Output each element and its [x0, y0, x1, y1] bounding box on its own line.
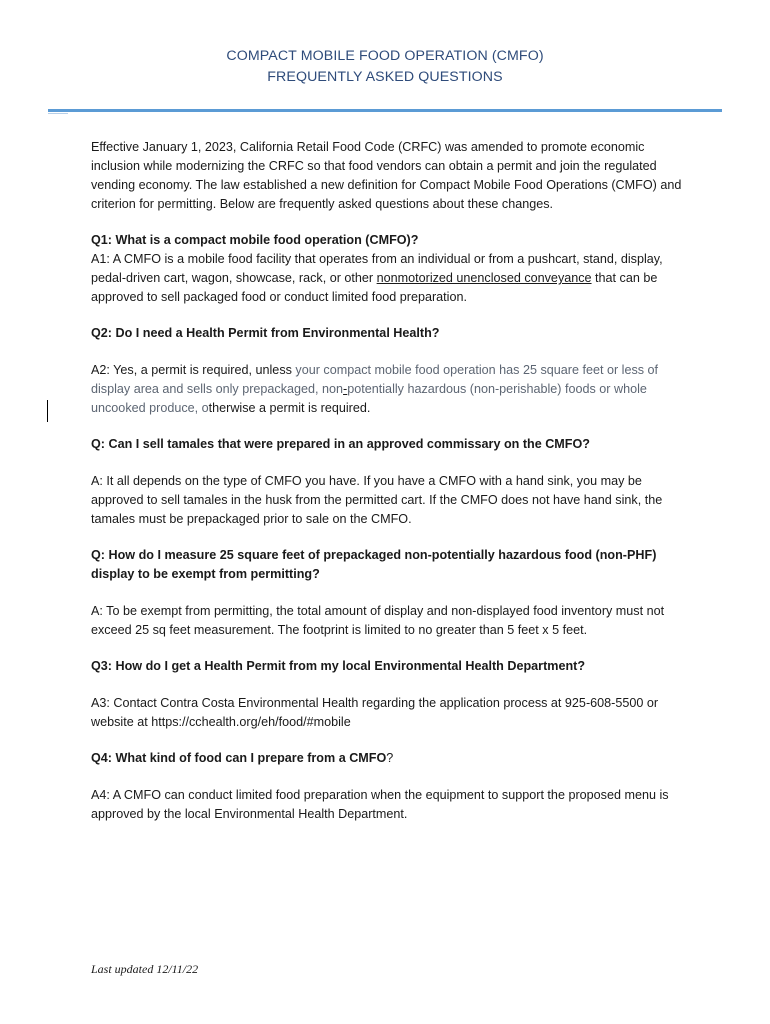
answer-2 — [91, 361, 691, 418]
answer-1 — [91, 250, 691, 307]
question-1: Q1: What is a compact mobile food operation (CMFO)? — [91, 233, 419, 247]
faq-body — [91, 138, 691, 824]
title-line-1: COMPACT MOBILE FOOD OPERATION (CMFO) — [226, 48, 544, 64]
last-updated: Last updated 12/11/22 — [91, 962, 199, 976]
document-title — [0, 46, 770, 88]
answer-1-text: A1: A CMFO is a mobile food facility that operates from an individual or from a pushcart, stand, display, pedal-driven cart, wagon, showcase, rack, or other — [91, 252, 663, 285]
question-4-text: Q4: What kind of food can I prepare from a CMFO — [91, 751, 387, 765]
question-4-mark: ? — [386, 751, 394, 765]
question-3: Q3: How do I get a Health Permit from my local Environmental Health Department? — [91, 659, 586, 673]
answer-2-dash: - — [343, 382, 348, 396]
answer-3: A3: Contact Contra Costa Environmental Health regarding the application process at 925-608-5500 or website at https://cchealth.org/eh/food/#mobile — [91, 696, 659, 729]
header-divider-shadow — [48, 113, 68, 114]
question-2: Q2: Do I need a Health Permit from Environmental Health? — [91, 326, 440, 340]
answer-1-text-end: that can be approved to sell packaged food or conduct limited food preparation. — [91, 271, 658, 304]
answer-tamales: A: It all depends on the type of CMFO you have. If you have a CMFO with a hand sink, you may be approved to sell tamales in the husk from the permitted cart. If the CMFO does not have hand sink, the tamales must be prepackaged prior to sale on the CMFO. — [91, 474, 663, 526]
header-divider — [48, 109, 722, 112]
answer-1-underlined: nonmotorized unenclosed conveyance — [376, 271, 592, 285]
question-measure: Q: How do I measure 25 square feet of prepackaged non-potentially hazardous food (non-PHF) display to be exempt from permitting? — [91, 548, 657, 581]
question-tamales: Q: Can I sell tamales that were prepared in an approved commissary on the CMFO? — [91, 437, 590, 451]
answer-measure: A: To be exempt from permitting, the total amount of display and non-displayed food inventory must not exceed 25 sq feet measurement. The footprint is limited to no greater than 5 feet x 5 feet. — [91, 604, 665, 637]
answer-2-text-end: therwise a permit is required. — [208, 401, 371, 415]
intro-paragraph: Effective January 1, 2023, California Retail Food Code (CRFC) was amended to promote economic inclusion while modernizing the CRFC so that food vendors can obtain a permit and join the regulated vending economy. The law established a new definition for Compact Mobile Food Operations (CMFO) and criterion for permitting. Below are frequently asked questions about these changes. — [91, 140, 682, 211]
title-line-2: FREQUENTLY ASKED QUESTIONS — [267, 69, 503, 85]
answer-2-text: A2: Yes, a permit is required, unless — [91, 363, 296, 377]
question-4 — [91, 749, 691, 768]
answer-2-gray: your compact mobile food operation has 25 square feet or less of display area and sells only prepackaged, non — [91, 363, 659, 396]
answer-2-gray-end: potentially hazardous (non-perishable) foods or whole uncooked produce, o — [91, 382, 647, 415]
answer-4: A4: A CMFO can conduct limited food preparation when the equipment to support the proposed menu is approved by the local Environmental Health Department. — [91, 788, 669, 821]
text-cursor — [47, 400, 48, 422]
